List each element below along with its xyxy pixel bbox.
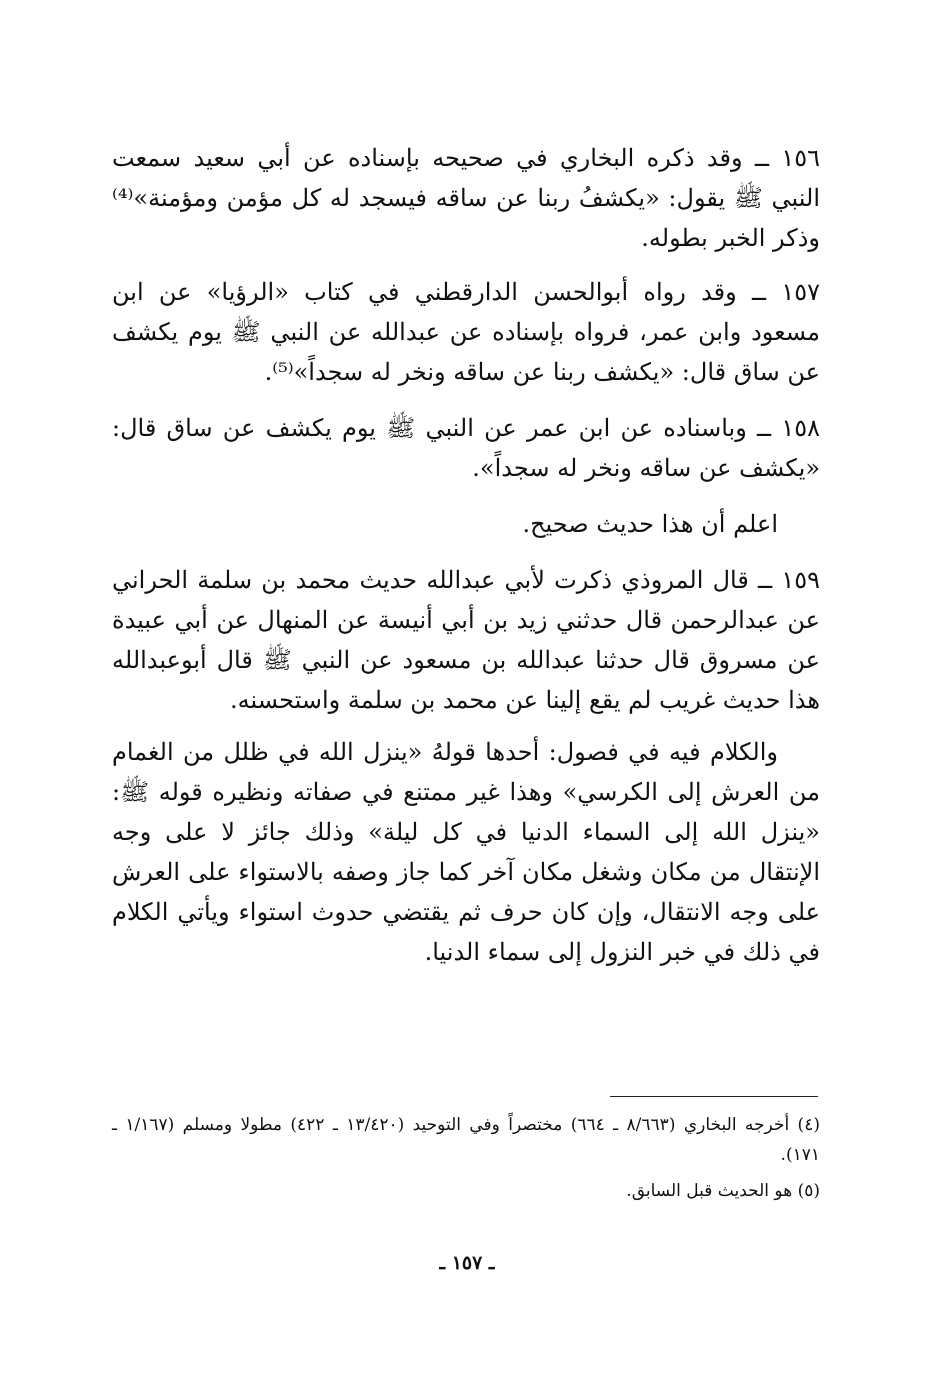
footnote-5: (٥) هو الحديث قبل السابق. [626,1181,820,1201]
footnote-separator [610,1096,818,1097]
paragraph-158: ١٥٨ ــ وباسناده عن ابن عمر عن النبي ﷺ يوم يكشف عن ساق قال: «يكشف عن ساقه ونخر له سجداً». [112,414,820,482]
footnote-4: (٤) أخرجه البخاري (٨/٦٦٣ ـ ٦٦٤) مختصراً وفي التوحيد (١٣/٤٢٠ ـ ٤٢٢) مطولا ومسلم (١/١٦٧ ـ ١٧١). [112,1115,820,1165]
paragraph-159: ١٥٩ ــ قال المروذي ذكرت لأبي عبدالله حديث محمد بن سلمة الحراني عن عبدالرحمن قال حدثني زيد بن أبي أنيسة عن المنهال عن أبي عبيدة عن مسروق قال حدثنا عبدالله بن مسعود عن النبي ﷺ قال أبوعبدالله هذا حديث غريب لم يقع إلينا عن محمد بن سلمة واستحسنه. [112,566,820,714]
paragraph-156: ١٥٦ ــ وقد ذكره البخاري في صحيحه بإسناده عن أبي سعيد سمعت النبي ﷺ يقول: «يكشفُ ربنا عن ساقه فيسجد له كل مؤمن ومؤمنة»⁽⁴⁾ وذكر الخبر بطوله. [112,144,820,252]
paragraph-authenticity-note: اعلم أن هذا حديث صحيح. [522,510,778,538]
page-number: ـ ١٥٧ ـ [439,1252,495,1274]
paragraph-discussion: والكلام فيه في فصول: أحدها قولهُ «ينزل الله في ظلل من الغمام من العرش إلى الكرسي» وهذا غير ممتنع في صفاته ونظيره قوله ﷺ: «ينزل الله إلى السماء الدنيا في كل ليلة» وذلك جائز لا على وجه الإنتقال من مكان وشغل مكان آخر كما جاز وصفه بالاستواء على العرش على وجه الانتقال، وإن كان حرف ثم يقتضي حدوث استواء ويأتي الكلام في ذلك في خبر النزول إلى سماء الدنيا. [112,738,821,966]
paragraph-157: ١٥٧ ــ وقد رواه أبوالحسن الدارقطني في كتاب «الرؤيا» عن ابن مسعود وابن عمر، فرواه بإسناده عن عبدالله عن النبي ﷺ يوم يكشف عن ساق قال: «يكشف ربنا عن ساقه ونخر له سجداً»⁽⁵⁾. [112,278,820,386]
